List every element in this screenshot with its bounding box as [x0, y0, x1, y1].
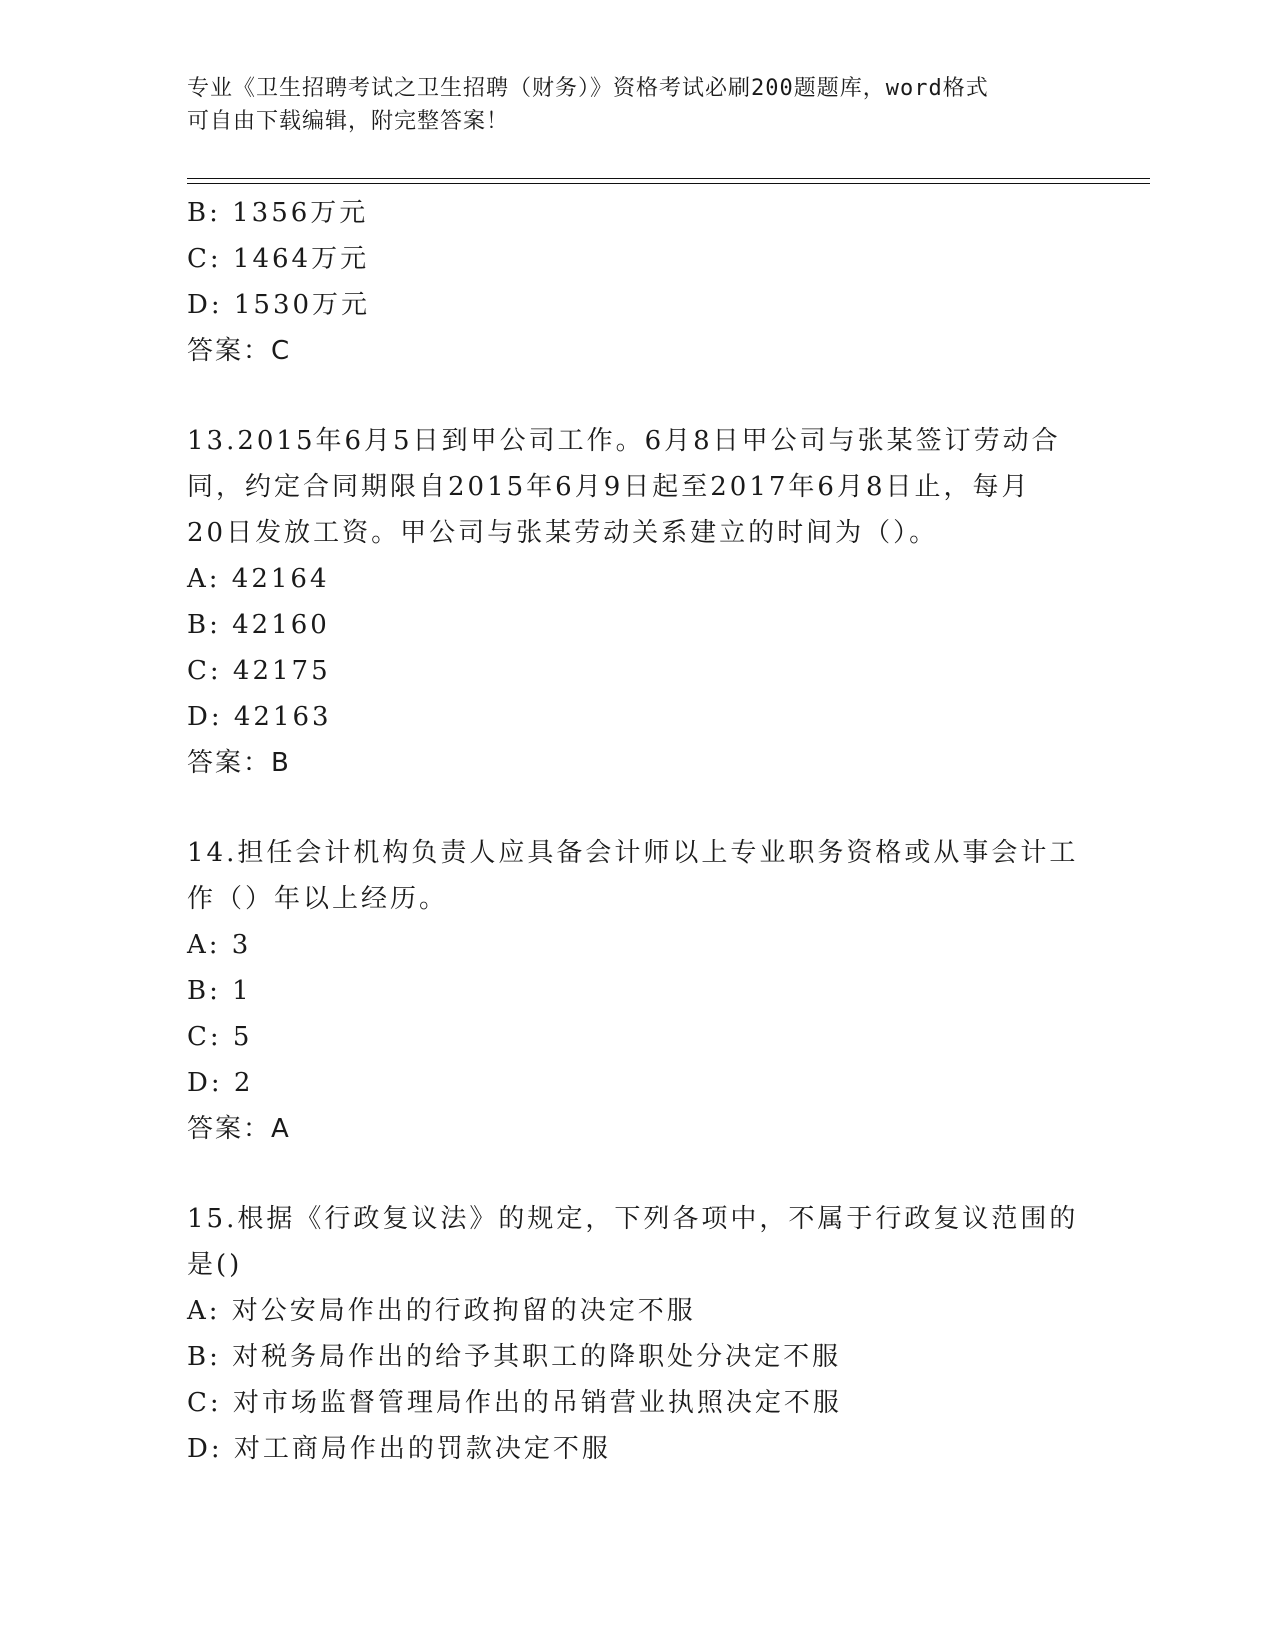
document-body [187, 190, 1087, 1472]
option-c: C: 5 [187, 1022, 253, 1052]
option-d: D: 对工商局作出的罚款决定不服 [187, 1434, 611, 1464]
answer: 答案：A [187, 1114, 291, 1144]
option-c: C: 42175 [187, 656, 331, 686]
question-12-continuation [187, 190, 1087, 374]
option-b: B: 1 [187, 976, 252, 1006]
question-stem-line: 14.担任会计机构负责人应具备会计师以上专业职务资格或从事会计工 [187, 838, 1079, 868]
option-d: D: 2 [187, 1068, 254, 1098]
question-stem-line: 15.根据《行政复议法》的规定，下列各项中，不属于行政复议范围的 [187, 1204, 1079, 1234]
question-13 [187, 418, 1087, 786]
question-15 [187, 1196, 1087, 1472]
answer: 答案：B [187, 748, 291, 778]
document-header [187, 72, 1067, 138]
header-title-line-2: 可自由下载编辑，附完整答案！ [187, 109, 510, 134]
question-stem-line: 作（）年以上经历。 [187, 884, 449, 914]
option-a: A: 42164 [187, 564, 330, 594]
option-b: B: 1356万元 [187, 198, 369, 228]
answer: 答案：C [187, 336, 292, 366]
header-title-line-1: 专业《卫生招聘考试之卫生招聘（财务）》资格考试必刷200题题库，word格式 [187, 76, 989, 101]
header-divider-top [187, 178, 1150, 179]
question-stem-line: 是() [187, 1250, 243, 1280]
question-stem-line: 13.2015年6月5日到甲公司工作。6月8日甲公司与张某签订劳动合 [187, 426, 1061, 456]
option-d: D: 1530万元 [187, 290, 371, 320]
option-b: B: 42160 [187, 610, 330, 640]
option-b: B: 对税务局作出的给予其职工的降职处分决定不服 [187, 1342, 842, 1372]
question-stem-line: 20日发放工资。甲公司与张某劳动关系建立的时间为（）。 [187, 518, 939, 548]
option-c: C: 对市场监督管理局作出的吊销营业执照决定不服 [187, 1388, 842, 1418]
option-d: D: 42163 [187, 702, 332, 732]
header-divider-bottom [187, 183, 1150, 184]
question-14 [187, 830, 1087, 1152]
option-c: C: 1464万元 [187, 244, 370, 274]
option-a: A: 3 [187, 930, 252, 960]
question-stem-line: 同，约定合同期限自2015年6月9日起至2017年6月8日止，每月 [187, 472, 1031, 502]
option-a: A: 对公安局作出的行政拘留的决定不服 [187, 1296, 696, 1326]
